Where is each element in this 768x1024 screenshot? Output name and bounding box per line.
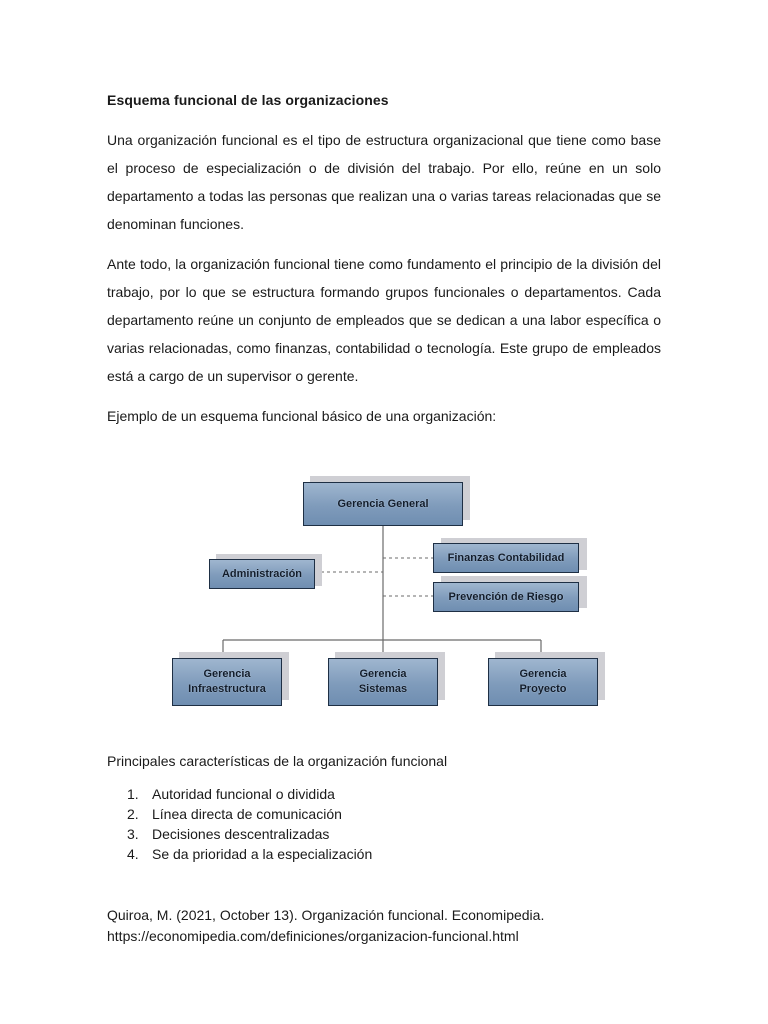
list-item-number: 4. [127, 846, 139, 862]
org-box-administracion [209, 559, 315, 589]
org-box-label: Gerencia General [337, 497, 429, 510]
org-box-label: Gerencia [203, 668, 251, 680]
org-box-label: Gerencia [519, 668, 567, 680]
list-item-number: 2. [127, 806, 139, 822]
org-box-label: Infraestructura [188, 683, 266, 695]
list-item-text: Autoridad funcional o dividida [152, 786, 335, 802]
org-chart [160, 470, 610, 720]
org-box-finanzas-contabilidad [433, 543, 579, 573]
list-item [107, 844, 372, 864]
list-item [107, 784, 372, 804]
features-list [107, 784, 372, 864]
org-box-label: Proyecto [519, 683, 567, 695]
org-box-gerencia-proyecto [488, 658, 598, 706]
list-item-text: Se da prioridad a la especialización [152, 846, 373, 862]
org-box-gerencia-sistemas [328, 658, 438, 706]
section-heading: Esquema funcional de las organizaciones [107, 92, 389, 108]
paragraph-principle: Ante todo, la organización funcional tiene como fundamento el principio de la división del trabajo, por lo que se estructura formando grupos funcionales o departamentos. Cada departamento reúne un conjunto de empleados que se dedican a una labor específica o varias relacionadas, como finanzas, contabilidad o tecnología. Este grupo de empleados está a cargo de un supervisor o gerente. [107, 256, 661, 384]
org-box-label: Finanzas Contabilidad [447, 551, 565, 564]
list-item-number: 1. [127, 786, 139, 802]
reference-citation: Quiroa, M. (2021, October 13). Organización funcional. Economipedia. [107, 907, 545, 923]
org-box-label: Gerencia [359, 668, 407, 680]
list-item-number: 3. [127, 826, 139, 842]
org-box-gerencia-infraestructura [172, 658, 282, 706]
example-intro: Ejemplo de un esquema funcional básico de una organización: [107, 408, 497, 424]
org-box-prevencion-riesgo [433, 582, 579, 612]
org-box-label: Administración [221, 567, 303, 580]
list-item-text: Línea directa de comunicación [152, 806, 342, 822]
org-box-label: Prevención de Riesgo [448, 590, 564, 603]
paragraph-definition: Una organización funcional es el tipo de estructura organizacional que tiene como base el proceso de especialización o de división del trabajo. Por ello, reúne en un solo departamento a todas las personas que realizan una o varias tareas relacionadas que se denominan funciones. [107, 132, 661, 232]
list-item [107, 824, 372, 844]
list-item [107, 804, 372, 824]
reference-url: https://economipedia.com/definiciones/organizacion-funcional.html [107, 928, 519, 944]
org-box-label: Sistemas [358, 683, 408, 695]
org-box-gerencia-general [303, 482, 463, 526]
features-title: Principales características de la organización funcional [107, 753, 448, 769]
list-item-text: Decisiones descentralizadas [152, 826, 330, 842]
